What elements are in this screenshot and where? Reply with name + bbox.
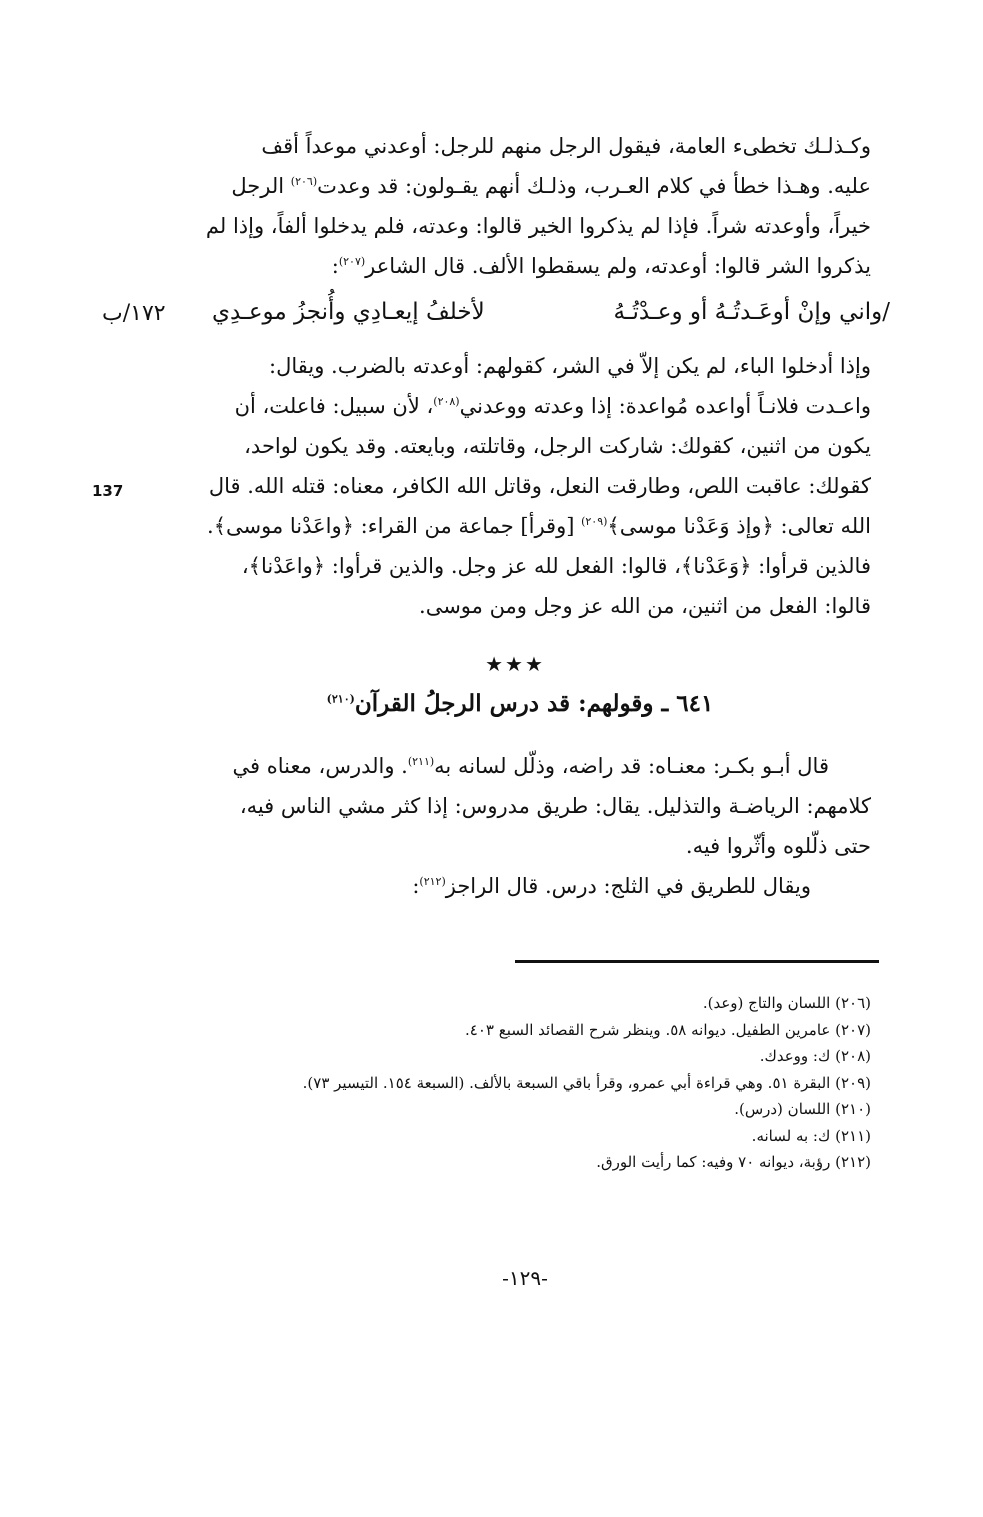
text-segment: يذكروا الشر قالوا: أوعدته، ولم يسقطوا الألف. قال الشاعر [365,254,871,278]
text-segment: : [331,254,339,278]
text-segment: قال أبـو بكـر: معنـاه: قد راضه، وذلّل لسانه به [434,754,829,778]
text-segment: الرجل [231,174,285,198]
text-line [165,166,871,206]
heading-text: ٦٤١ ـ وقولهم: قد درس الرجلُ القرآن [354,690,714,717]
footnote-ref: (٢٠٧) [338,255,366,268]
text-line: خيراً، وأوعدته شراً. فإذا لم يذكروا الخير قالوا: وعدته، فلم يدخلوا ألفاً، وإذا لم [205,214,871,238]
verse-hemistich-second: لأخلفُ إيعـادِي وأُنجزُ موعـدِي [212,299,485,325]
footnote-item: (٢٠٦) اللسان والتاج (وعد). [702,994,871,1012]
footnote-divider [515,960,879,963]
text-line: كلامهم: الرياضـة والتذليل. يقال: طريق مدروس: إذا كثر مشي الناس فيه، [239,794,871,818]
footnote-ref: (٢٠٦) [290,175,318,188]
folio-marker: ١٧٢/ب [102,301,166,326]
footnote-item: (٢١٠) اللسان (درس). [734,1100,871,1118]
text-line [165,386,871,426]
poetry-verse [200,292,890,332]
text-line [165,246,871,286]
text-line [165,746,871,786]
footnotes-list [151,990,871,1176]
footnote-item: (٢١٢) رؤبة، ديوانه ٧٠ وفيه: كما رأيت الورق. [596,1153,871,1171]
text-line: كقولك: عاقبت اللص، وطارقت النعل، وقاتل الله الكافر، معناه: قتله الله. قال [208,474,871,498]
footnote-ref: (٢١١) [407,755,435,768]
text-segment: الله تعالى: ﴿وإذ وَعَدْنا موسى﴾ [607,514,871,538]
section-separator: ★★★ [485,652,545,676]
body-paragraph-2 [165,346,871,626]
body-paragraph-4 [165,866,871,906]
footnote-ref: (٢١٠) [326,692,355,706]
footnote-ref: (٢٠٩) [581,515,608,528]
body-paragraph-3 [165,746,871,866]
text-segment: : [412,874,420,898]
text-line: فالذين قرأوا: ﴿وَعَدْنا﴾، قالوا: الفعل لله عز وجل. والذين قرأوا: ﴿واعَدْنا﴾، [241,554,871,578]
text-line [165,506,871,546]
text-line: وإذا أدخلوا الباء، لم يكن إلاّ في الشر، كقولهم: أوعدته بالضرب. ويقال: [269,354,871,378]
margin-number: 137 [92,482,124,500]
section-heading [0,684,983,724]
text-line: وكـذلـك تخطىء العامة، فيقول الرجل منهم للرجل: أوعدني موعداً أقف [261,134,871,158]
text-segment: واعـدت فلانـاً أواعده مُواعدة: إذا وعدته ووعدني [459,394,871,418]
text-line: يكون من اثنين، كقولك: شاركت الرجل، وقاتلته، وبايعته. وقد يكون لواحد، [244,434,871,458]
text-segment: . والدرس، معناه في [232,754,408,778]
text-segment: ، لأن سبيل: فاعلت، أن [234,394,434,418]
footnote-ref: (٢٠٨) [433,395,460,408]
footnote-item: (٢٠٨) ك: ووعدك. [759,1047,871,1065]
body-paragraph-1 [165,126,871,286]
text-segment: عليه. وهـذا خطأ في كلام العـرب، وذلـك أنهم يقـولون: قد وعدت [317,174,871,198]
text-segment: ويقال للطريق في الثلج: درس. قال الراجز [445,874,811,898]
text-line: قالوا: الفعل من اثنين، من الله عز وجل ومن موسى. [419,594,871,618]
footnote-item: (٢٠٧) عامرين الطفيل. ديوانه ٥٨. وينظر شرح القصائد السبع ٤٠٣. [465,1020,871,1039]
footnote-item: (٢٠٩) البقرة ٥١. وهي قراءة أبي عمرو، وقرأ باقي السبعة بالألف. (السبعة ١٥٤. التيسير ٧٣). [302,1073,871,1092]
page-number: -١٢٩- [502,1266,548,1290]
verse-hemistich-first: /واني وإنْ أوعَـدتُـهُ أو وعـدْتُـهُ [613,299,890,325]
text-line: حتى ذلّلوه وأثّروا فيه. [685,834,871,858]
footnote-item: (٢١١) ك: به لسانه. [751,1126,871,1145]
text-line [165,866,871,906]
text-segment: [وقرأ] جماعة من القراء: ﴿واعَدْنا موسى﴾. [207,514,582,538]
footnote-ref: (٢١٢) [419,875,446,888]
